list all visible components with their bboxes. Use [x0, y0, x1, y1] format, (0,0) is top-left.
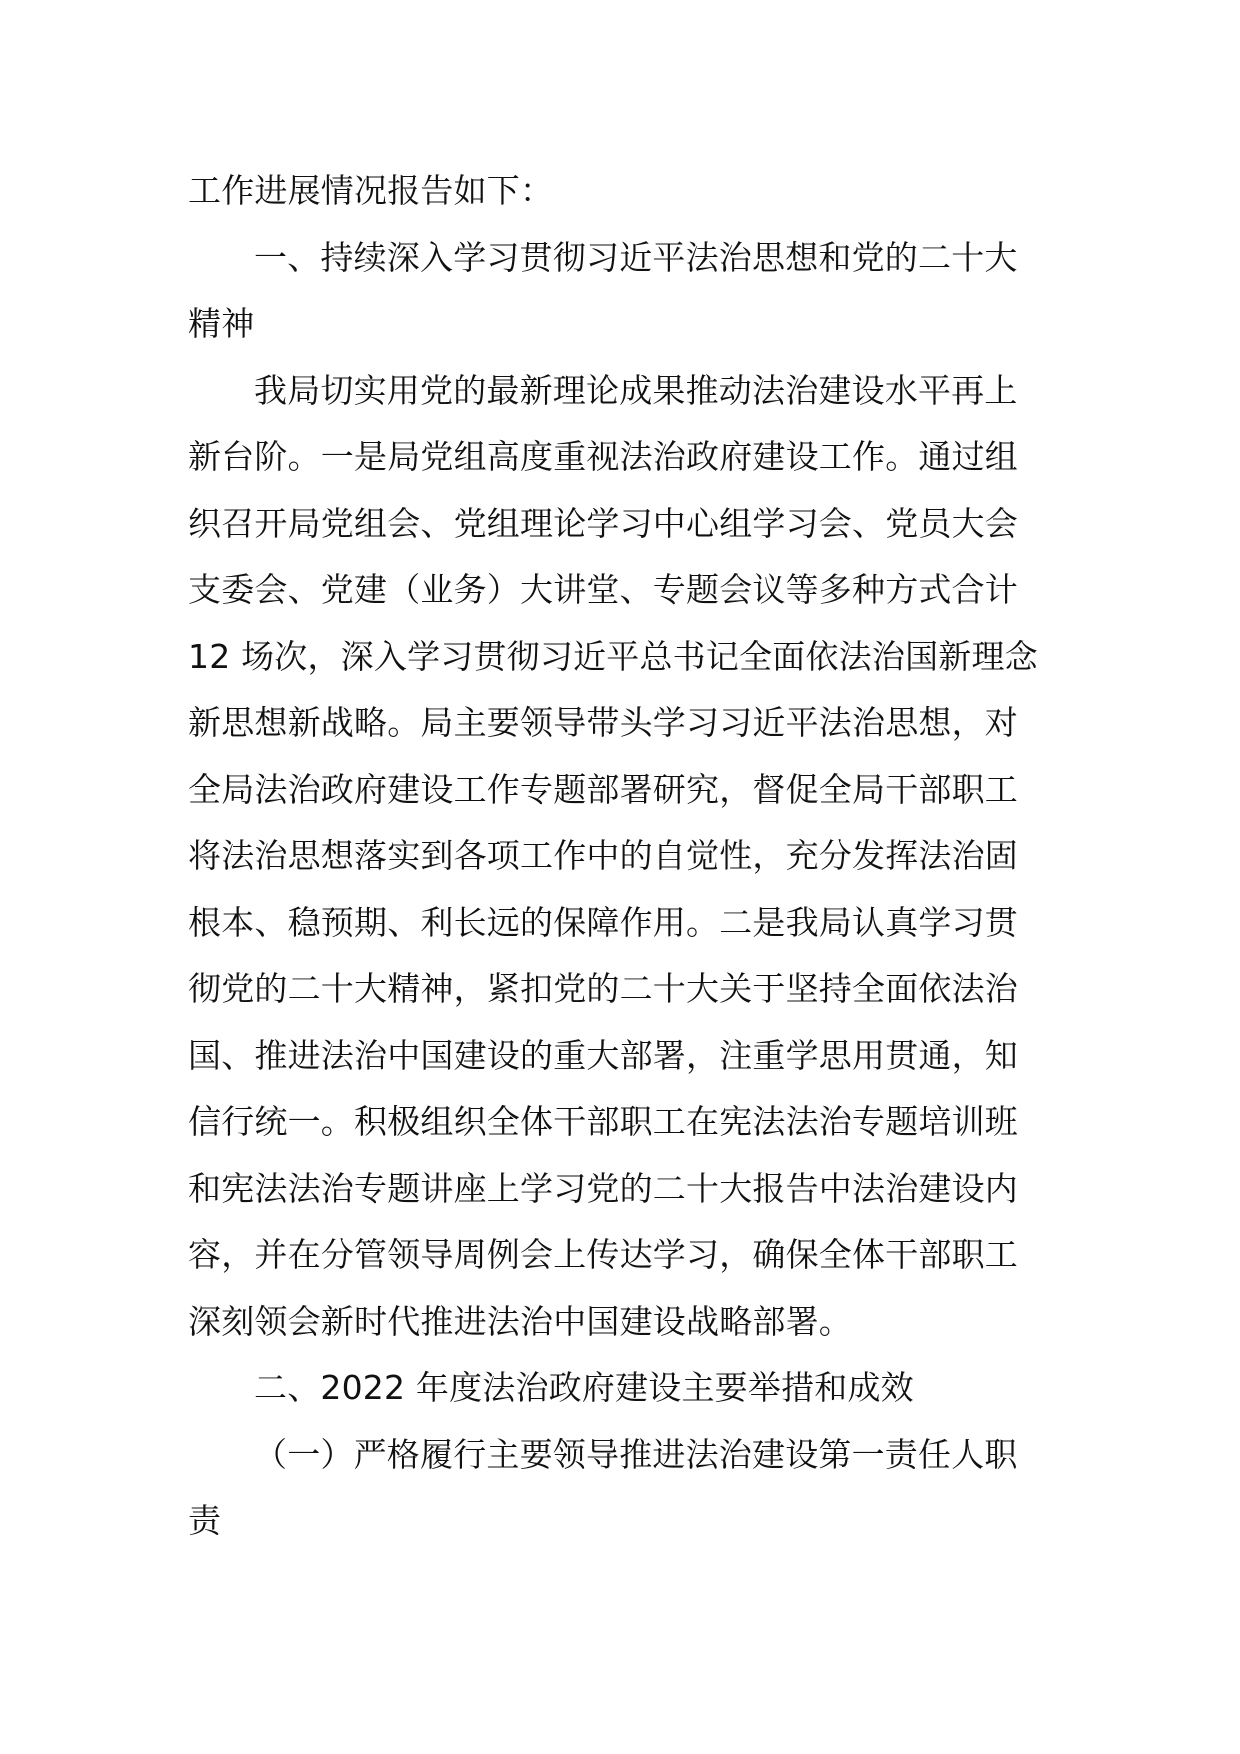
paragraph-line: 和宪法法治专题讲座上学习党的二十大报告中法治建设内 — [188, 1168, 1018, 1208]
paragraph-line: 国、推进法治中国建设的重大部署，注重学思用贯通，知 — [188, 1035, 1018, 1075]
paragraph-line: 织召开局党组会、党组理论学习中心组学习会、党员大会 — [188, 503, 1018, 543]
paragraph-line: 深刻领会新时代推进法治中国建设战略部署。 — [188, 1301, 852, 1341]
section-heading-1-cont: 精神 — [188, 304, 255, 343]
text-line: 工作进展情况报告如下： — [188, 171, 554, 210]
paragraph-line: 我局切实用党的最新理论成果推动法治建设水平再上 — [254, 370, 1018, 410]
section-heading-1: 一、持续深入学习贯彻习近平法治思想和党的二十大 — [254, 237, 1018, 277]
paragraph-line: 新台阶。一是局党组高度重视法治政府建设工作。通过组 — [188, 437, 1018, 476]
paragraph-line: 新思想新战略。局主要领导带头学习习近平法治思想，对 — [188, 703, 1018, 742]
subsection-heading: （一）严格履行主要领导推进法治建设第一责任人职 — [254, 1434, 1018, 1474]
paragraph-line: 根本、稳预期、利长远的保障作用。二是我局认真学习贯 — [188, 902, 1018, 942]
section-heading-2: 二、2022 年度法治政府建设主要举措和成效 — [254, 1368, 914, 1407]
paragraph-line: 彻党的二十大精神，紧扣党的二十大关于坚持全面依法治 — [188, 969, 1018, 1008]
subsection-heading-cont: 责 — [188, 1501, 222, 1540]
paragraph-line: 将法治思想落实到各项工作中的自觉性，充分发挥法治固 — [188, 836, 1018, 875]
body-text — [188, 158, 1058, 1555]
paragraph-line: 支委会、党建（业务）大讲堂、专题会议等多种方式合计 — [188, 570, 1018, 609]
paragraph-line: 信行统一。积极组织全体干部职工在宪法法治专题培训班 — [188, 1102, 1018, 1141]
paragraph-line: 全局法治政府建设工作专题部署研究，督促全局干部职工 — [188, 769, 1018, 809]
paragraph-line: 12 场次，深入学习贯彻习近平总书记全面依法治国新理念 — [188, 636, 1038, 676]
paragraph-line: 容，并在分管领导周例会上传达学习，确保全体干部职工 — [188, 1235, 1018, 1274]
